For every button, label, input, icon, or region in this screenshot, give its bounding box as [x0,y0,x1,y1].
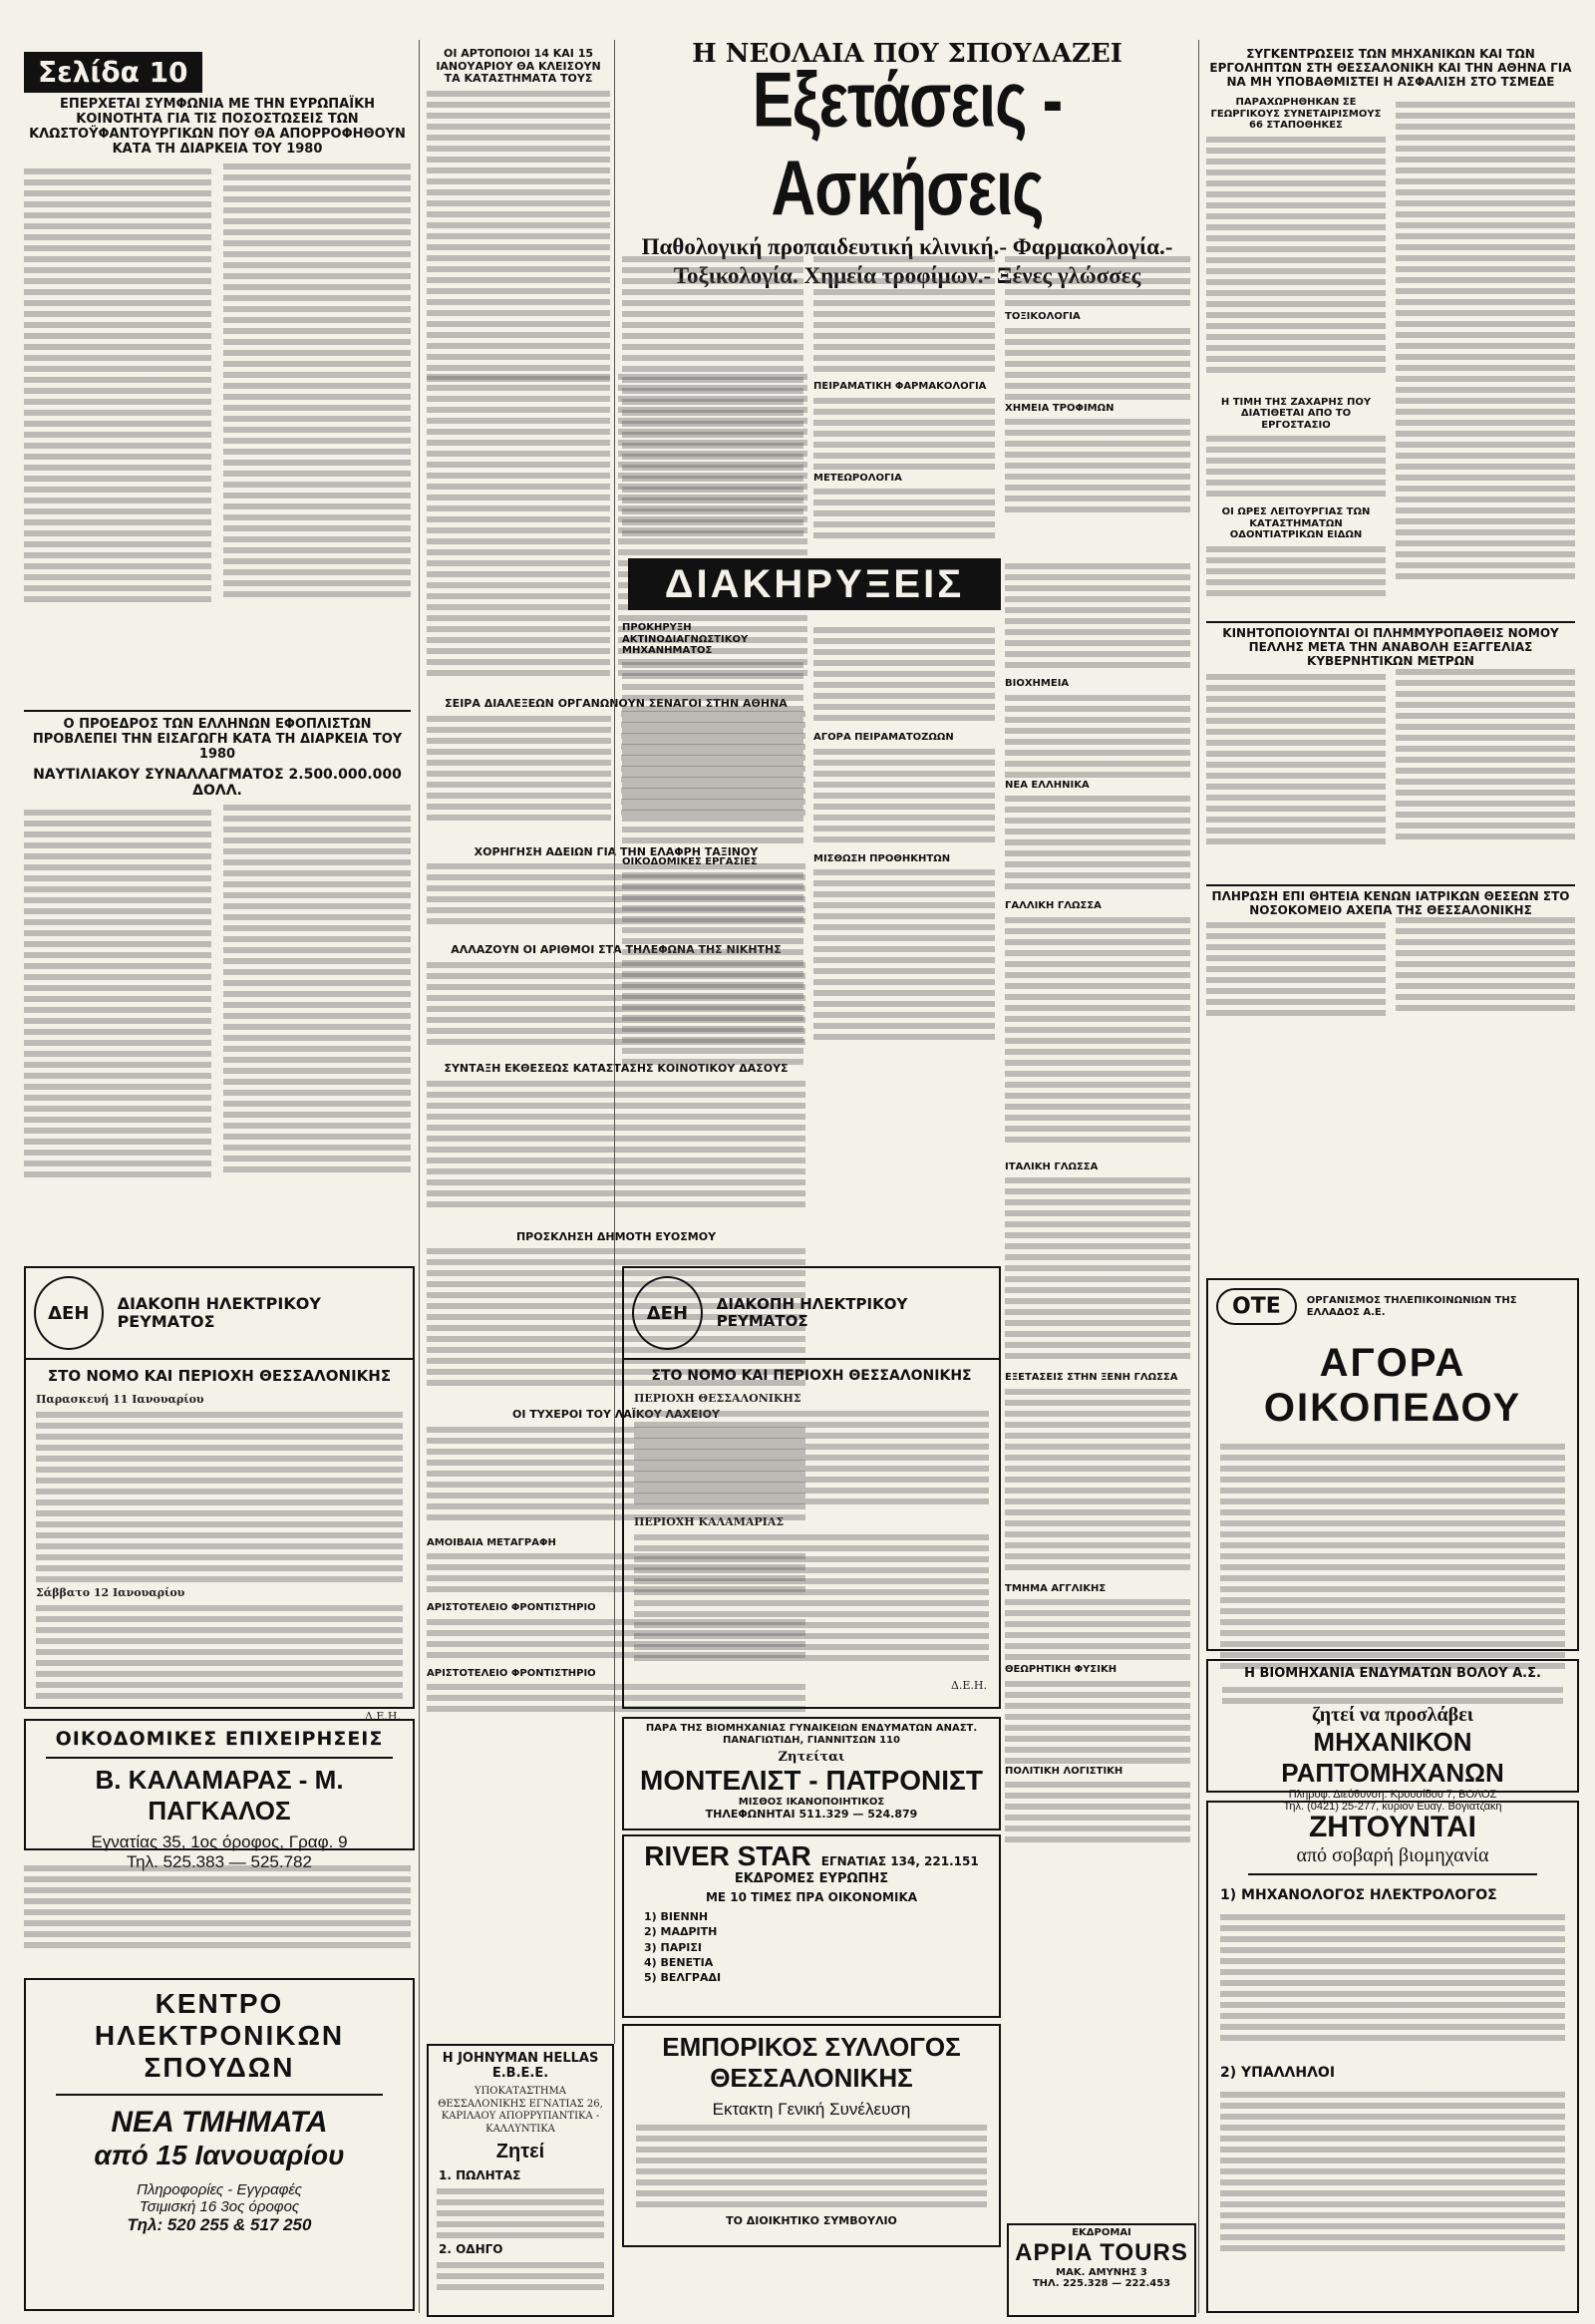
section-foreign-exams: ΕΞΕΤΑΣΕΙΣ ΣΤΗΝ ΞΕΝΗ ΓΛΩΣΣΑ [1005,1372,1178,1383]
main-sections-right [1005,558,1190,1846]
ad-emporikos-sub: Εκτακτη Γενική Συνέλευση [712,2100,911,2120]
headline-frontistirio-1: ΑΡΙΣΤΟΤΕΛΕΙΟ ΦΡΟΝΤΙΣΤΗΡΙΟ [427,1602,596,1614]
ad-kentro-t1: ΚΕΝΤΡΟ [155,1988,284,2019]
deh-left-day2: Σάββατο 12 Ιανουαρίου [36,1586,185,1600]
ad-ote-org: ΟΡΓΑΝΙΣΜΟΣ ΤΗΛΕΠΙΚΟΙΝΩΝΙΩΝ ΤΗΣ ΕΛΛΑΔΟΣ Α.Ε. [1306,1295,1517,1318]
section-accounting: ΠΟΛΙΤΙΚΗ ΛΟΓΙΣΤΙΚΗ [1005,1765,1123,1777]
ad-volos-want: ζητεί να προσλάβει [1312,1703,1473,1726]
headline-metagrafi: ΑΜΟΙΒΑΙΑ ΜΕΤΑΓΡΑΦΗ [427,1536,556,1548]
diakirixeis-body-2 [813,622,995,1054]
main-subhead: Παθολογική προπαιδευτική κλινική.- Φαρμακολογία.- Τοξικολογία. Χημεία τροφίμων.- Ξένες γλώσσες [641,233,1173,288]
ad-kalamaras-address: Εγνατίας 35, 1ος όροφος, Γραφ. 9 [91,1831,348,1851]
ad-monteliste-top: ΠΑΡΑ ΤΗΣ ΒΙΟΜΗΧΑΝΙΑΣ ΓΥΝΑΙΚΕΙΩΝ ΕΝΔΥΜΑΤΩΝ ΑΝΑΣΤ. ΠΑΝΑΓΙΩΤΙΔΗ, ΓΙΑΝΝΙΤΣΩΝ 110 [645,1723,978,1746]
headline-laxeio: ΟΙ ΤΥΧΕΡΟΙ ΤΟΥ ΛΑΪΚΟΥ ΛΑΧΕΙΟΥ [512,1408,720,1422]
section-modern-greek: ΝΕΑ ΕΛΛΗΝΙΚΑ [1005,779,1090,791]
column-2 [427,48,610,385]
ad-johnyman [427,2044,614,2317]
headline-mixanikoi: ΣΥΓΚΕΝΤΡΩΣΕΙΣ ΤΩΝ ΜΗΧΑΝΙΚΩΝ ΚΑΙ ΤΩΝ ΕΡΓΟΛΗΠΤΩΝ ΣΤΗ ΘΕΣΣΑΛΟΝΙΚΗ ΚΑΙ ΤΗΝ ΑΘΗΝΑ ΓΙΑ ΝΑ ΜΗ ΥΠΟΒΑΘΜΙΣΤΕΙ Η ΑΣΦΑΛΙΣΗ ΣΤΟ ΤΣΜΕΔΕ [1209,47,1572,89]
ad-kentro-t3: ΣΠΟΥΔΩΝ [144,2052,295,2083]
ad-appia-tours [1007,2223,1196,2317]
ad-kentro-spoudon [24,1978,415,2311]
ad-zitountai-title: ΖΗΤΟΥΝΤΑΙ [1308,1811,1477,1843]
deh-left-title: ΔΙΑΚΟΠΗ ΗΛΕΚΤΡΙΚΟΥ ΡΕΥΜΑΤΟΣ [117,1293,321,1331]
ad-ote-title: ΑΓΟΡΑ ΟΙΚΟΠΕΔΟΥ [1263,1341,1522,1430]
ad-monteliste-tel: ΤΗΛΕΦΩΝΗΤΑΙ 511.329 — 524.879 [705,1807,918,1821]
ad-river-star-city-4: 4) ΒΕΝΕΤΙΑ [644,1955,714,1969]
ad-zitountai [1206,1801,1579,2313]
headline-dialexeis: ΣΕΙΡΑ ΔΙΑΛΕΞΕΩΝ ΟΡΓΑΝΩΝΟΥΝ ΣΕΝΑΓΟΙ ΣΤΗΝ ΑΘΗΝΑ [445,697,788,710]
headline-eok: ΕΠΕΡΧΕΤΑΙ ΣΥΜΦΩΝΙΑ ΜΕ ΤΗΝ ΕΥΡΩΠΑΪΚΗ ΚΟΙΝΟΤΗΤΑ ΓΙΑ ΤΙΣ ΠΟΣΟΣΤΩΣΕΙΣ ΤΩΝ ΚΛΩΣΤΟΫΦΑΝΤΟΥΡΓΙΚΩΝ ΠΟΥ ΘΑ ΑΠΟΡΡΟΦΗΘΟΥΝ ΚΑΤΑ ΤΗ ΔΙΑΡΚΕΙΑ ΤΟΥ 1980 [29,97,406,157]
diakirixi-1-title: ΠΡΟΚΗΡΥΞΗ ΑΚΤΙΝΟΔΙΑΓΝΩΣΤΙΚΟΥ ΜΗΧΑΝΗΜΑΤΟΣ [622,622,749,656]
ad-ote [1206,1278,1579,1651]
deh-mid-sign: Δ.Ε.Η. [950,1679,987,1693]
main-body-col2 [813,251,995,543]
ad-appia-addr: ΜΑΚ. ΑΜΥΝΗΣ 3 [1056,2266,1147,2278]
deh-mid-subtitle: ΣΤΟ ΝΟΜΟ ΚΑΙ ΠΕΡΙΟΧΗ ΘΕΣΣΑΛΟΝΙΚΗΣ [651,1368,972,1384]
column-1 [24,98,411,1273]
deh-mid-region1: ΠΕΡΙΟΧΗ ΘΕΣΣΑΛΟΝΙΚΗΣ [634,1392,801,1406]
diakirixeis-banner [628,558,1001,610]
ad-appia-tel: ΤΗΛ. 225.328 — 222.453 [1032,2278,1171,2289]
headline-efoplistes: Ο ΠΡΟΕΔΡΟΣ ΤΩΝ ΕΛΛΗΝΩΝ ΕΦΟΠΛΙΣΤΩΝ ΠΡΟΒΛΕΠΕΙ ΤΗΝ ΕΙΣΑΓΩΓΗ ΚΑΤΑ ΤΗ ΔΙΑΡΚΕΙΑ ΤΟΥ 1980 [32,716,403,762]
ad-river-star [622,1834,1001,2018]
ad-monteliste-title: ΜΟΝΤΕΛΙΣΤ - ΠΑΤΡΟΝΙΣΤ [640,1765,983,1796]
ad-johnyman-want: Ζητεί [495,2141,545,2163]
headline-taxi: ΧΟΡΗΓΗΣΗ ΑΔΕΙΩΝ ΓΙΑ ΤΗΝ ΕΛΑΦΡΗ ΤΑΞΙΝΟΥ [474,844,759,858]
article-eok-body [24,164,411,702]
headline-tilefona: ΑΛΛΑΖΟΥΝ ΟΙ ΑΡΙΘΜΟΙ ΣΤΑ ΤΗΛΕΦΩΝΑ ΤΗΣ ΝΙΚΗΤΗΣ [451,943,782,957]
section-toxicology: ΤΟΞΙΚΟΛΟΓΙΑ [1005,311,1081,322]
deh-left-day1: Παρασκευή 11 Ιανουαρίου [36,1393,204,1407]
deh-left-subtitle: ΣΤΟ ΝΟΜΟ ΚΑΙ ΠΕΡΙΟΧΗ ΘΕΣΣΑΛΟΝΙΚΗΣ [47,1367,392,1385]
ad-river-star-city-5: 5) ΒΕΛΓΡΑΔΙ [644,1971,722,1985]
main-body-col1 [622,251,803,550]
article-efoplistes-body [24,805,411,1273]
deh-mid-title: ΔΙΑΚΟΠΗ ΗΛΕΚΤΡΙΚΟΥ ΡΕΥΜΑΤΟΣ [716,1294,908,1330]
ad-kalamaras-names: Β. ΚΑΛΑΜΑΡΑΣ - Μ. ΠΑΓΚΑΛΟΣ [95,1764,344,1826]
section-food-chemistry: ΧΗΜΕΙΑ ΤΡΟΦΙΜΩΝ [1005,402,1115,414]
ad-small-text-left [24,1860,411,1960]
deh-logo-icon-2: ΔΕΗ [632,1276,703,1350]
ad-river-star-name: RIVER STAR [644,1840,811,1871]
ad-kalamaras-tel: Τηλ. 525.383 — 525.782 [127,1851,312,1871]
ad-river-star-city-1: 1) ΒΙΕΝΝΗ [644,1909,709,1923]
diakirixi-4-title: ΟΙΚΟΔΟΜΙΚΕΣ ΕΡΓΑΣΙΕΣ [622,855,758,867]
main-headline: Εξετάσεις - Ασκήσεις [752,57,1063,232]
ad-zitountai-item1: 1) ΜΗΧΑΝΟΛΟΓΟΣ ΗΛΕΚΤΡΟΛΟΓΟΣ [1220,1887,1497,1903]
ad-monteliste-want: Ζητείται [778,1750,845,1765]
ad-appia-title: APPIA TOURS [1015,2238,1188,2266]
diakirixi-2-title: ΑΓΟΡΑ ΠΕΙΡΑΜΑΤΟΖΩΩΝ [813,732,954,743]
diakirixeis-body-1 [622,622,803,1077]
ad-kentro-t8: Τηλ: 520 255 & 517 250 [127,2215,312,2234]
ad-kalamaras-title: ΟΙΚΟΔΟΜΙΚΕΣ ΕΠΙΧΕΙΡΗΣΕΙΣ [55,1728,384,1750]
ad-emporikos-sign: ΤΟ ΔΙΟΙΚΗΤΙΚΟ ΣΥΜΒΟΥΛΙΟ [726,2214,897,2228]
ad-kalamaras [24,1719,415,1871]
column-2b [427,369,610,688]
ad-emporikos-title: ΕΜΠΟΡΙΚΟΣ ΣΥΛΛΟΓΟΣ ΘΕΣΣΑΛΟΝΙΚΗΣ [662,2032,961,2094]
ote-logo-icon: ΟΤΕ [1216,1288,1297,1325]
section-pharmacology: ΠΕΙΡΑΜΑΤΙΚΗ ΦΑΡΜΑΚΟΛΟΓΙΑ [813,381,987,392]
headline-pella: ΚΙΝΗΤΟΠΟΙΟΥΝΤΑΙ ΟΙ ΠΛΗΜΜΥΡΟΠΑΘΕΙΣ ΝΟΜΟΥ ΠΕΛΛΗΣ ΜΕΤΑ ΤΗΝ ΑΝΑΒΟΛΗ ΕΞΑΓΓΕΛΙΑΣ ΚΥΒΕΡΝΗΤΙΚΩΝ ΜΕΤΡΩΝ [1222,626,1559,668]
headline-axepa: ΠΛΗΡΩΣΗ ΕΠΙ ΘΗΤΕΙΑ ΚΕΝΩΝ ΙΑΤΡΙΚΩΝ ΘΕΣΕΩΝ ΣΤΟ ΝΟΣΟΚΟΜΕΙΟ ΑΧΕΠΑ ΤΗΣ ΘΕΣΣΑΛΟΝΙΚΗΣ [1211,888,1570,917]
ad-johnyman-item1: 1. ΠΩΛΗΤΑΣ [439,2168,521,2183]
headline-zaxari: Η ΤΙΜΗ ΤΗΣ ΖΑΧΑΡΗΣ ΠΟΥ ΔΙΑΤΙΘΕΤΑΙ ΑΠΟ ΤΟ ΕΡΓΟΣΤΑΣΙΟ [1220,396,1372,431]
section-french: ΓΑΛΛΙΚΗ ΓΛΩΣΣΑ [1005,900,1102,911]
ad-zitountai-item2: 2) ΥΠΑΛΛΗΛΟΙ [1220,2065,1336,2082]
headline-stapothikes: ΠΑΡΑΧΩΡΗΘΗΚΑΝ ΣΕ ΓΕΩΡΓΙΚΟΥΣ ΣΥΝΕΤΑΙΡΙΣΜΟΥΣ 66 ΣΤΑΠΟΘΗΚΕΣ [1210,97,1382,132]
headline-odontiatrika: ΟΙ ΩΡΕΣ ΛΕΙΤΟΥΡΓΙΑΣ ΤΩΝ ΚΑΤΑΣΤΗΜΑΤΩΝ ΟΔΟΝΤΙΑΤΡΙΚΩΝ ΕΙΔΩΝ [1221,506,1371,541]
ad-river-star-city-2: 2) ΜΑΔΡΙΤΗ [644,1925,718,1939]
ad-emporikos-syllogos [622,2024,1001,2247]
ad-monteliste [622,1717,1001,1830]
ad-river-star-city-3: 3) ΠΑΡΙΣΙ [644,1940,702,1954]
ad-johnyman-sub: ΥΠΟΚΑΤΑΣΤΗΜΑ ΘΕΣΣΑΛΟΝΙΚΗΣ ΕΓΝΑΤΙΑΣ 26, ΚΑΡΙΛΑΟΥ ΑΠΟΡΡΥΠΑΝΤΙΚΑ - ΚΑΛΛΥΝΤΙΚΑ [438,2085,603,2136]
section-biochemistry: ΒΙΟΧΗΜΕΙΑ [1005,678,1070,689]
ad-volos-big: ΜΗΧΑΝΙΚΟΝ ΡΑΠΤΟΜΗΧΑΝΩΝ [1281,1726,1504,1788]
main-kicker: Η ΝΕΟΛΑΙΑ ΠΟΥ ΣΠΟΥΔΑΖΕΙ [692,39,1122,69]
ad-river-star-addr: ΕΓΝΑΤΙΑΣ 134, 221.151 [820,1854,979,1868]
ad-zitountai-sub: από σοβαρή βιομηχανία [1296,1844,1489,1866]
deh-left-sign: Δ.Ε.Η. [364,1710,401,1724]
section-theoretical-physics: ΘΕΩΡΗΤΙΚΗ ΦΥΣΙΚΗ [1005,1664,1117,1675]
ad-johnyman-item2: 2. ΟΔΗΓΟ [439,2241,503,2256]
ad-river-star-tours: ΕΚΔΡΟΜΕΣ ΕΥΡΩΠΗΣ [734,1871,889,1886]
headline-artopoioi: ΟΙ ΑΡΤΟΠΟΙΟΙ 14 ΚΑΙ 15 ΙΑΝΟΥΑΡΙΟΥ ΘΑ ΚΛΕΙΣΟΥΝ ΤΑ ΚΑΤΑΣΤΗΜΑΤΑ ΤΟΥΣ [436,47,601,86]
headline-dasos: ΣΥΝΤΑΞΗ ΕΚΘΕΣΕΩΣ ΚΑΤΑΣΤΑΣΗΣ ΚΟΙΝΟΤΙΚΟΥ ΔΑΣΟΥΣ [444,1061,789,1075]
ad-kentro-t5: από 15 Ιανουαρίου [94,2140,345,2170]
ad-kentro-t7: Τσιμισκή 16 3ος όροφος [139,2198,300,2215]
ad-monteliste-pay: ΜΙΣΘΟΣ ΙΚΑΝΟΠΟΙΗΤΙΚΟΣ [738,1797,885,1808]
ad-kentro-t6: Πληροφορίες - Εγγραφές [137,2181,302,2198]
ad-river-star-deals: ΜΕ 10 ΤΙΜΕΣ ΠΡΑ ΟΙΚΟΝΟΜΙΚΑ [705,1889,918,1904]
deh-notice-left [24,1266,415,1724]
ad-kentro-t4: ΝΕΑ ΤΜΗΜΑΤΑ [111,2106,328,2139]
headline-evosmos: ΠΡΟΣΚΛΗΣΗ ΔΗΜΟΤΗ ΕΥΟΣΜΟΥ [515,1229,717,1243]
section-english: ΤΜΗΜΑ ΑΓΓΛΙΚΗΣ [1005,1582,1107,1594]
deh-logo-icon: ΔΕΗ [34,1276,104,1350]
section-italian: ΙΤΑΛΙΚΗ ΓΛΩΣΣΑ [1005,1161,1099,1172]
section-meteorology: ΜΕΤΕΩΡΟΛΟΓΙΑ [813,472,902,484]
ad-johnyman-title: Η JOHNYMAN HELLAS E.B.E.E. [442,2051,599,2081]
ad-kentro-t2: ΗΛΕΚΤΡΟΝΙΚΩΝ [94,2020,345,2051]
column-5 [1206,48,1575,1037]
ad-volos-tel: Τηλ. (0421) 25-277, κύριον Ευαγ. Βογιατζάκη [1283,1800,1502,1813]
ad-volos-title: Η ΒΙΟΜΗΧΑΝΙΑ ΕΝΔΥΜΑΤΩΝ ΒΟΛΟΥ Α.Σ. [1244,1666,1541,1681]
deh-mid-region2: ΠΕΡΙΟΧΗ ΚΑΛΑΜΑΡΙΑΣ [634,1515,785,1529]
diakirixi-3-title: ΜΙΣΘΩΣΗ ΠΡΟΘΗΚΗΤΩΝ [813,852,951,864]
headline-frontistirio-2: ΑΡΙΣΤΟΤΕΛΕΙΟ ΦΡΟΝΤΙΣΤΗΡΙΟ [427,1667,596,1679]
deh-notice-mid [622,1266,1001,1709]
ad-volos [1206,1659,1579,1813]
ad-volos-info: Πληροφ. Διεύθυνση: Κρουσίδου 7, ΒΟΛΟΣ [1288,1788,1497,1801]
headline-efoplistes-2: ΝΑΥΤΙΛΙΑΚΟΥ ΣΥΝΑΛΛΑΓΜΑΤΟΣ 2.500.000.000 ΔΟΛΛ. [33,766,402,799]
diakirixeis-title: ΔΙΑΚΗΡΥΞΕΙΣ [664,561,965,606]
page-number-tag: Σελίδα 10 [24,52,202,93]
ad-appia-top: ΕΚΔΡΟΜΑΙ [1072,2227,1131,2238]
main-body-col3 [1005,251,1190,523]
